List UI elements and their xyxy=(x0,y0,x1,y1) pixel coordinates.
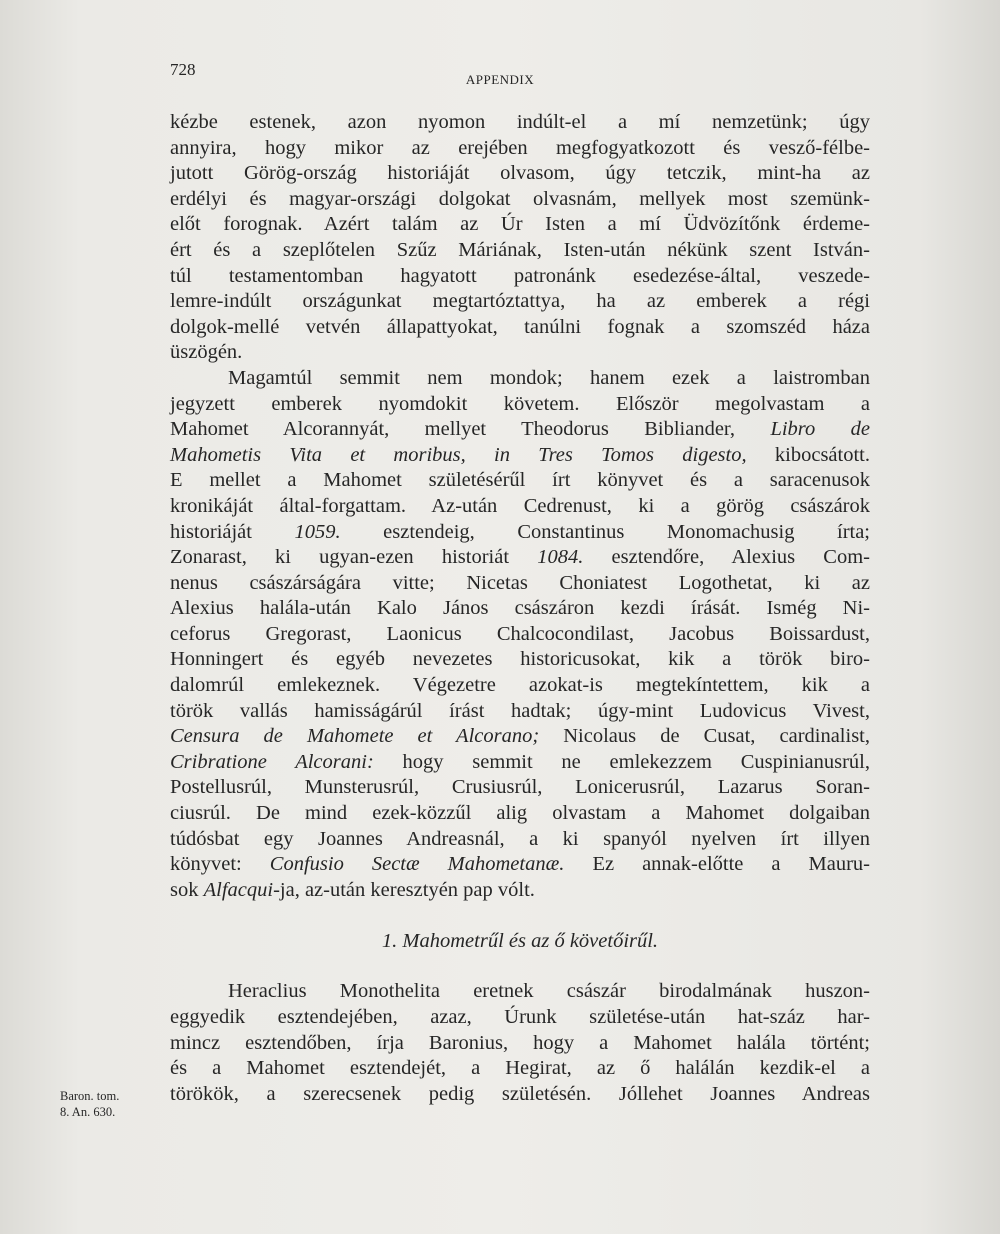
italic-year: 1059. xyxy=(294,520,341,543)
text-line: üszögén. xyxy=(170,341,243,364)
text-run: kibocsátott. xyxy=(774,443,870,466)
text-run: hogy semmit ne emlekezzem Cuspinianusrúl, xyxy=(402,750,871,773)
text-line: lemre-indúlt országunkat megtartóztattya, ha az emberek a régi xyxy=(170,290,870,313)
text-line: erdélyi és magyar-országi dolgokat olvasnám, mellyek most szemünk- xyxy=(170,187,870,210)
text-run: esztendeig, Constantinus Monomachusig írta; xyxy=(383,520,871,543)
text-line: ciusrúl. De mind ezek-közzűl alig olvastam a Mahomet dolgaiban xyxy=(170,802,870,825)
text-run: Zonarast, ki ugyan-ezen historiát xyxy=(170,546,510,569)
paragraph-3 xyxy=(170,979,870,1107)
text-line xyxy=(170,520,870,546)
text-line: túdósbat egy Joannes Andreasnál, a ki spanyól nyelven írt illyen xyxy=(170,827,870,850)
body-text xyxy=(170,110,870,1107)
text-line: eggyedik esztendejében, azaz, Úrunk születése-után hat-száz har- xyxy=(170,1006,870,1028)
text-line: annyira, hogy mikor az erejében megfogyatkozott és vesző-félbe- xyxy=(170,136,870,159)
text-line: dalomrúl emlekeznek. Végezetre azokat-is megtekíntettem, kik a xyxy=(170,674,870,697)
text-line: Heraclius Monothelita eretnek császár birodalmának huszon- xyxy=(228,980,870,1003)
text-run: Mahomet Alcorannyát, mellyet Theodorus Bibliander, xyxy=(170,418,736,441)
page-number: 728 xyxy=(170,60,196,79)
text-line: mincz esztendőben, írja Baronius, hogy a Mahomet halála történt; xyxy=(170,1031,870,1054)
text-line: dolgok-mellé vetvén állapattyokat, tanúlni fognak a szomszéd háza xyxy=(170,315,870,338)
text-line: jegyzett emberek nyomdokit követem. Először megolvastam a xyxy=(170,392,870,415)
text-line xyxy=(170,750,870,776)
text-line xyxy=(170,852,870,878)
text-run: -ja, az-után keresztyén pap vólt. xyxy=(273,878,535,901)
text-line: kézbe estenek, azon nyomon indúlt-el a mí nemzetünk; úgy xyxy=(170,111,870,133)
paragraph-1 xyxy=(170,110,870,366)
text-run: Ez annak-előtte a Mauru- xyxy=(592,853,871,876)
paragraph-2 xyxy=(170,366,870,903)
text-run: Nicolaus de Cusat, cardinalist, xyxy=(563,725,870,748)
running-head: APPENDIX xyxy=(465,72,535,87)
text-line xyxy=(170,724,870,750)
text-line: törökök, a szerecsenek pedig születésén. Jóllehet Joannes Andreas xyxy=(170,1082,870,1105)
italic-title: Censura de Mahomete et Alcorano; xyxy=(170,725,540,748)
text-line: ceforus Gregorast, Laonicus Chalcocondilast, Jacobus Boissardust, xyxy=(170,622,870,645)
text-run: sok xyxy=(170,878,199,901)
text-line: török vallás hamisságárúl írást hadtak; úgy-mint Ludovicus Vivest, xyxy=(170,699,870,722)
margin-note-line: 8. An. 630. xyxy=(60,1105,116,1119)
text-line xyxy=(170,443,870,469)
text-line: előt forognak. Azért talám az Úr Isten a mí Üdvözítőnk érdeme- xyxy=(170,213,870,236)
text-line: E mellet a Mahomet születésérűl írt könyvet és a saracenusok xyxy=(170,469,870,492)
text-line: Alexius halála-után Kalo János császáron kezdi írását. Ismég Ni- xyxy=(170,597,870,620)
italic-title: Mahometis Vita et moribus, in Tres Tomos digesto, xyxy=(170,443,747,466)
text-run: könyvet: xyxy=(170,853,242,876)
italic-title: Libro de xyxy=(770,418,870,441)
text-line: Postellusrúl, Munsterusrúl, Crusiusrúl, Lonicerusrúl, Lazarus Soran- xyxy=(170,776,870,799)
text-line: Honningert és egyéb nevezetes historicusokat, kik a török biro- xyxy=(170,648,870,671)
text-line xyxy=(170,878,870,904)
text-run: historiáját xyxy=(170,520,252,543)
italic-term: Alfacqui xyxy=(203,878,274,901)
text-line xyxy=(170,417,870,443)
italic-year: 1084. xyxy=(537,546,584,569)
text-line xyxy=(170,545,870,571)
section-heading: 1. Mahometrűl és az ő követőirűl. xyxy=(381,930,659,953)
text-line: ért és a szeplőtelen Szűz Máriának, Isten-után nékünk szent István- xyxy=(170,238,870,261)
margin-note xyxy=(60,1088,170,1120)
italic-title: Cribratione Alcorani: xyxy=(170,750,374,773)
text-line: nenus császárságára vitte; Nicetas Choniatest Logothetat, ki az xyxy=(170,571,870,594)
text-line: túl testamentomban hagyatott patronánk esedezése-által, veszede- xyxy=(170,264,870,287)
margin-note-line: Baron. tom. xyxy=(60,1089,120,1103)
text-run: esztendőre, Alexius Com- xyxy=(611,546,870,569)
text-line: jutott Görög-ország historiáját olvasom, úgy tetczik, mint-ha az xyxy=(170,162,870,185)
italic-title: Confusio Sectæ Mahometanæ. xyxy=(269,853,565,876)
text-line: és a Mahomet esztendejét, a Hegirat, az ő halálán kezdik-el a xyxy=(170,1057,870,1080)
text-line: Magamtúl semmit nem mondok; hanem ezek a laistromban xyxy=(228,366,870,389)
text-line: kronikáját által-forgattam. Az-után Cedrenust, ki a görög császárok xyxy=(170,494,870,517)
